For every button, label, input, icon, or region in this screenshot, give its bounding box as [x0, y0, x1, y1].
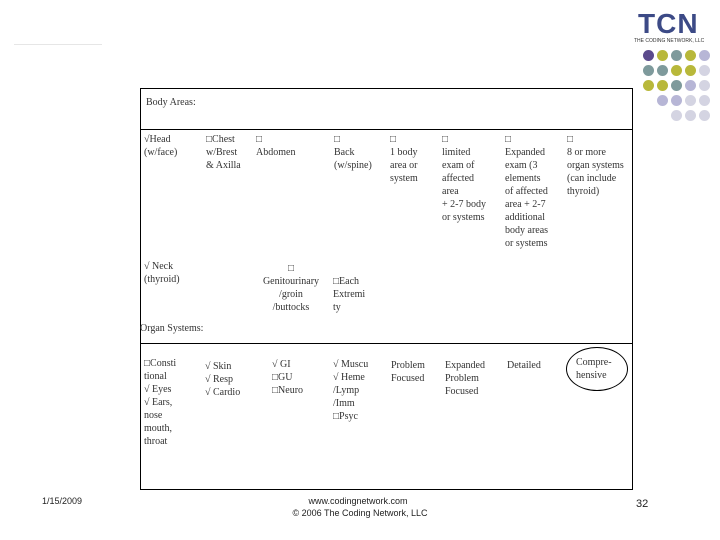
footer-copyright: © 2006 The Coding Network, LLC: [292, 508, 428, 518]
exam-8-or-more: □ 8 or more organ systems (can include thyroid): [567, 134, 624, 197]
body-area-back: □ Back (w/spine): [334, 134, 372, 171]
organ-systems-divider: [140, 343, 633, 344]
exam-limited: □ limited exam of affected area + 2-7 body or systems: [442, 134, 486, 223]
body-area-genitourinary: □ Genitourinary /groin /buttocks: [262, 263, 320, 313]
organ-muscu-heme-psyc: √ Muscu √ Heme /Lymp /Imm □Psyc: [333, 359, 369, 422]
decorative-dot: [671, 65, 682, 76]
decorative-dot: [657, 50, 668, 61]
decorative-dot: [657, 80, 668, 91]
tcn-logo: [630, 8, 712, 48]
page-number: 32: [636, 498, 649, 510]
decorative-dot: [685, 65, 696, 76]
level-detailed: Detailed: [507, 360, 541, 371]
body-areas-label: Body Areas:: [146, 97, 196, 108]
footer-url: www.codingnetwork.com: [308, 496, 408, 506]
decorative-dot: [699, 80, 710, 91]
decorative-dot: [643, 50, 654, 61]
organ-systems-label: Organ Systems:: [140, 323, 204, 334]
decorative-dot: [671, 110, 682, 121]
decorative-dot: [685, 95, 696, 106]
logo-subtitle: THE CODING NETWORK, LLC: [634, 38, 705, 44]
body-area-chest: □Chest w/Brest & Axilla: [206, 134, 241, 171]
organ-constitutional: □Consti tional √ Eyes √ Ears, nose mouth, throat: [144, 358, 177, 447]
organ-gi-gu-neuro: √ GI □GU □Neuro: [272, 359, 304, 396]
level-comprehensive: Compre- hensive: [576, 357, 612, 381]
decorative-dot: [671, 50, 682, 61]
decorative-dot: [657, 95, 668, 106]
decorative-dot: [685, 50, 696, 61]
level-expanded-problem-focused: Expanded Problem Focused: [445, 360, 485, 397]
decorative-dot: [699, 50, 710, 61]
exam-1-body-area: □ 1 body area or system: [390, 134, 418, 184]
decorative-dot: [643, 80, 654, 91]
decorative-dot: [685, 110, 696, 121]
decorative-rule: [14, 44, 102, 45]
decorative-dot: [671, 95, 682, 106]
level-problem-focused: Problem Focused: [391, 360, 425, 384]
header-divider: [140, 129, 633, 130]
exam-expanded: □ Expanded exam (3 elements of affected area + 2-7 additional body areas or systems: [505, 134, 549, 249]
decorative-dot: [699, 110, 710, 121]
body-area-abdomen: □ Abdomen: [256, 134, 296, 158]
decorative-dot: [643, 65, 654, 76]
logo-text: TCN: [638, 8, 699, 39]
decorative-dot: [671, 80, 682, 91]
decorative-dot: [657, 65, 668, 76]
footer-date: 1/15/2009: [42, 496, 83, 506]
decorative-dot: [699, 65, 710, 76]
body-area-neck: √ Neck (thyroid): [144, 261, 180, 285]
decorative-dot: [699, 95, 710, 106]
body-area-extremity: □Each Extremi ty: [333, 276, 366, 313]
body-area-head: √Head (w/face): [144, 134, 178, 158]
decorative-dot: [685, 80, 696, 91]
organ-skin-resp-cardio: √ Skin √ Resp √ Cardio: [205, 361, 241, 398]
